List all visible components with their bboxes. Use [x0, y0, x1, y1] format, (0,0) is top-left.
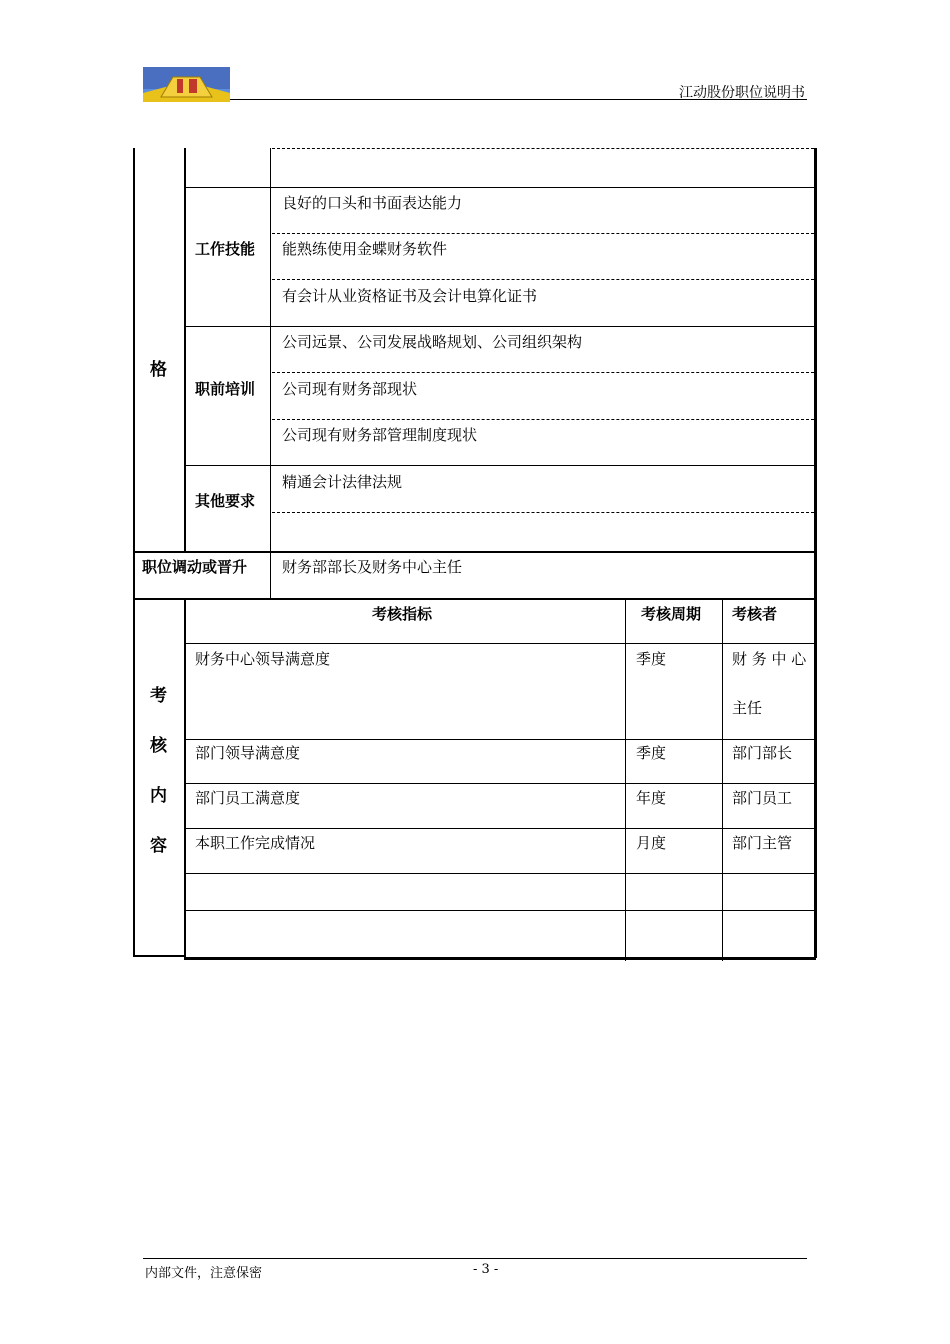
- training-item: 公司现有财务部现状: [282, 380, 418, 398]
- skill-item: 有会计从业资格证书及会计电算化证书: [282, 287, 538, 305]
- other-requirements-label: 其他要求: [195, 492, 256, 510]
- assessor-cell: 财 务 中 心: [732, 650, 807, 668]
- other-requirement-item: 精通会计法律法规: [282, 473, 403, 491]
- section-divider-upper: [184, 148, 186, 552]
- assessment-section-char: 内: [150, 786, 167, 806]
- assessor-cell: 主任: [732, 699, 763, 717]
- dashed-rule: [272, 372, 814, 373]
- dashed-rule: [272, 233, 814, 234]
- confidential-notice: 内部文件，注意保密: [145, 1266, 263, 1281]
- dashed-rule: [272, 148, 814, 149]
- assessment-section-char: 核: [150, 736, 167, 756]
- training-item: 公司现有财务部管理制度现状: [282, 426, 478, 444]
- label-divider: [270, 148, 271, 599]
- table-border-bottom: [184, 957, 816, 960]
- header-rule: [230, 99, 807, 100]
- assessor-cell: 部门员工: [732, 789, 793, 807]
- footer-rule: [143, 1258, 807, 1259]
- indicator-header: 考核指标: [372, 605, 433, 623]
- row-rule: [184, 739, 816, 740]
- qualification-section-label: 格: [150, 360, 167, 380]
- period-divider: [625, 599, 626, 961]
- company-logo: [143, 67, 230, 102]
- assessment-section-char: 容: [150, 836, 167, 856]
- indicator-cell: 本职工作完成情况: [195, 834, 316, 852]
- indicator-cell: 财务中心领导满意度: [195, 650, 331, 668]
- period-cell: 季度: [636, 650, 667, 668]
- document-title: 江动股份职位说明书: [679, 85, 805, 101]
- row-rule: [184, 187, 816, 188]
- row-rule: [184, 910, 816, 911]
- row-rule: [184, 873, 816, 874]
- assessor-cell: 部门部长: [732, 744, 793, 762]
- promotion-value: 财务部部长及财务中心主任: [282, 558, 463, 576]
- training-label: 职前培训: [195, 380, 256, 398]
- skill-item: 能熟练使用金蝶财务软件: [282, 240, 448, 258]
- assessment-section-char: 考: [150, 686, 167, 706]
- skills-label: 工作技能: [195, 240, 256, 258]
- table-border-right: [814, 148, 817, 958]
- dashed-rule: [272, 279, 814, 280]
- page-number: - 3 -: [473, 1262, 499, 1277]
- period-header: 考核周期: [641, 605, 702, 623]
- table-border-bottom: [133, 955, 185, 957]
- indicator-cell: 部门领导满意度: [195, 744, 301, 762]
- period-cell: 年度: [636, 789, 667, 807]
- row-rule: [184, 828, 816, 829]
- section-divider-lower: [184, 599, 186, 958]
- row-rule: [184, 465, 816, 466]
- training-item: 公司远景、公司发展战略规划、公司组织架构: [282, 333, 583, 351]
- dashed-rule: [272, 512, 814, 513]
- assessor-cell: 部门主管: [732, 834, 793, 852]
- assessor-divider: [722, 599, 723, 961]
- period-cell: 月度: [636, 834, 667, 852]
- skill-item: 良好的口头和书面表达能力: [282, 194, 463, 212]
- row-rule: [184, 783, 816, 784]
- row-rule: [184, 643, 816, 644]
- indicator-cell: 部门员工满意度: [195, 789, 301, 807]
- row-rule: [184, 326, 816, 327]
- row-rule: [133, 551, 816, 553]
- assessor-header: 考核者: [732, 605, 778, 623]
- period-cell: 季度: [636, 744, 667, 762]
- row-rule: [133, 598, 816, 600]
- promotion-label: 职位调动或晋升: [142, 558, 248, 576]
- dashed-rule: [272, 419, 814, 420]
